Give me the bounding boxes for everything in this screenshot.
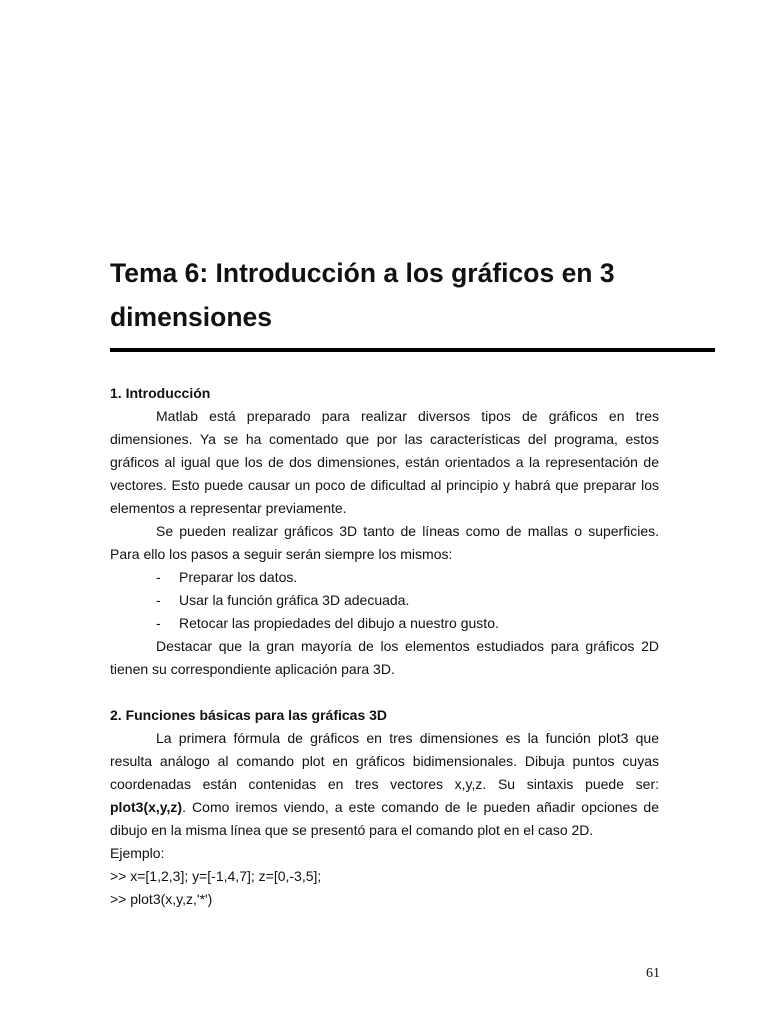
document-body [110,382,659,911]
plot3-paragraph-text-start: La primera fórmula de gráficos en tres dimensiones es la función plot3 que resulta análogo al comando plot en gráficos bidimensionales. Dibuja puntos cuyas coordenadas están contenidas en tres vectores x,y,z. Su sintaxis puede ser: [110,730,659,792]
list-item [110,612,659,635]
section-heading-funciones-basicas: 2. Funciones básicas para las gráficas 3D [110,707,388,723]
section-spacer [110,681,659,704]
section-heading-introduccion: 1. Introducción [110,385,211,401]
steps-list [110,566,659,635]
plot3-paragraph-text-end: . Como iremos viendo, a este comando de le pueden añadir opciones de dibujo en la misma línea que se presentó para el comando plot en el caso 2D. [110,799,659,838]
page-number: 61 [646,966,660,981]
intro-paragraph-2: Se pueden realizar gráficos 3D tanto de líneas como de mallas o superficies. Para ello los pasos a seguir serán siempre los mismos: [110,523,659,562]
code-line-2: >> plot3(x,y,z,'*') [110,891,213,907]
list-item-text: Usar la función gráfica 3D adecuada. [179,592,410,608]
chapter-title [110,251,710,339]
section-funciones-basicas [110,704,659,911]
intro-paragraph-1: Matlab está preparado para realizar diversos tipos de gráficos en tres dimensiones. Ya se ha comentado que por las características del programa, estos gráficos al igual que los de dos dimensiones, están orientados a la representación de vectores. Esto puede causar un poco de dificultad al principio y habrá que preparar los elementos a representar previamente. [110,408,659,516]
list-item-text: Retocar las propiedades del dibujo a nuestro gusto. [179,615,499,631]
section-introduccion [110,382,659,681]
list-bullet: - [156,569,161,585]
list-item [110,589,659,612]
plot3-syntax: plot3(x,y,z) [110,799,183,815]
list-bullet: - [156,592,161,608]
chapter-title-line-2: dimensiones [110,302,272,332]
plot3-paragraph [110,727,659,842]
title-divider [110,348,715,352]
code-line-1: >> x=[1,2,3]; y=[-1,4,7]; z=[0,-3,5]; [110,868,322,884]
chapter-title-line-1: Tema 6: Introducción a los gráficos en 3 [110,258,615,288]
list-item-text: Preparar los datos. [179,569,298,585]
list-item [110,566,659,589]
intro-paragraph-3: Destacar que la gran mayoría de los elementos estudiados para gráficos 2D tienen su correspondiente aplicación para 3D. [110,638,659,677]
example-label: Ejemplo: [110,845,165,861]
list-bullet: - [156,615,161,631]
